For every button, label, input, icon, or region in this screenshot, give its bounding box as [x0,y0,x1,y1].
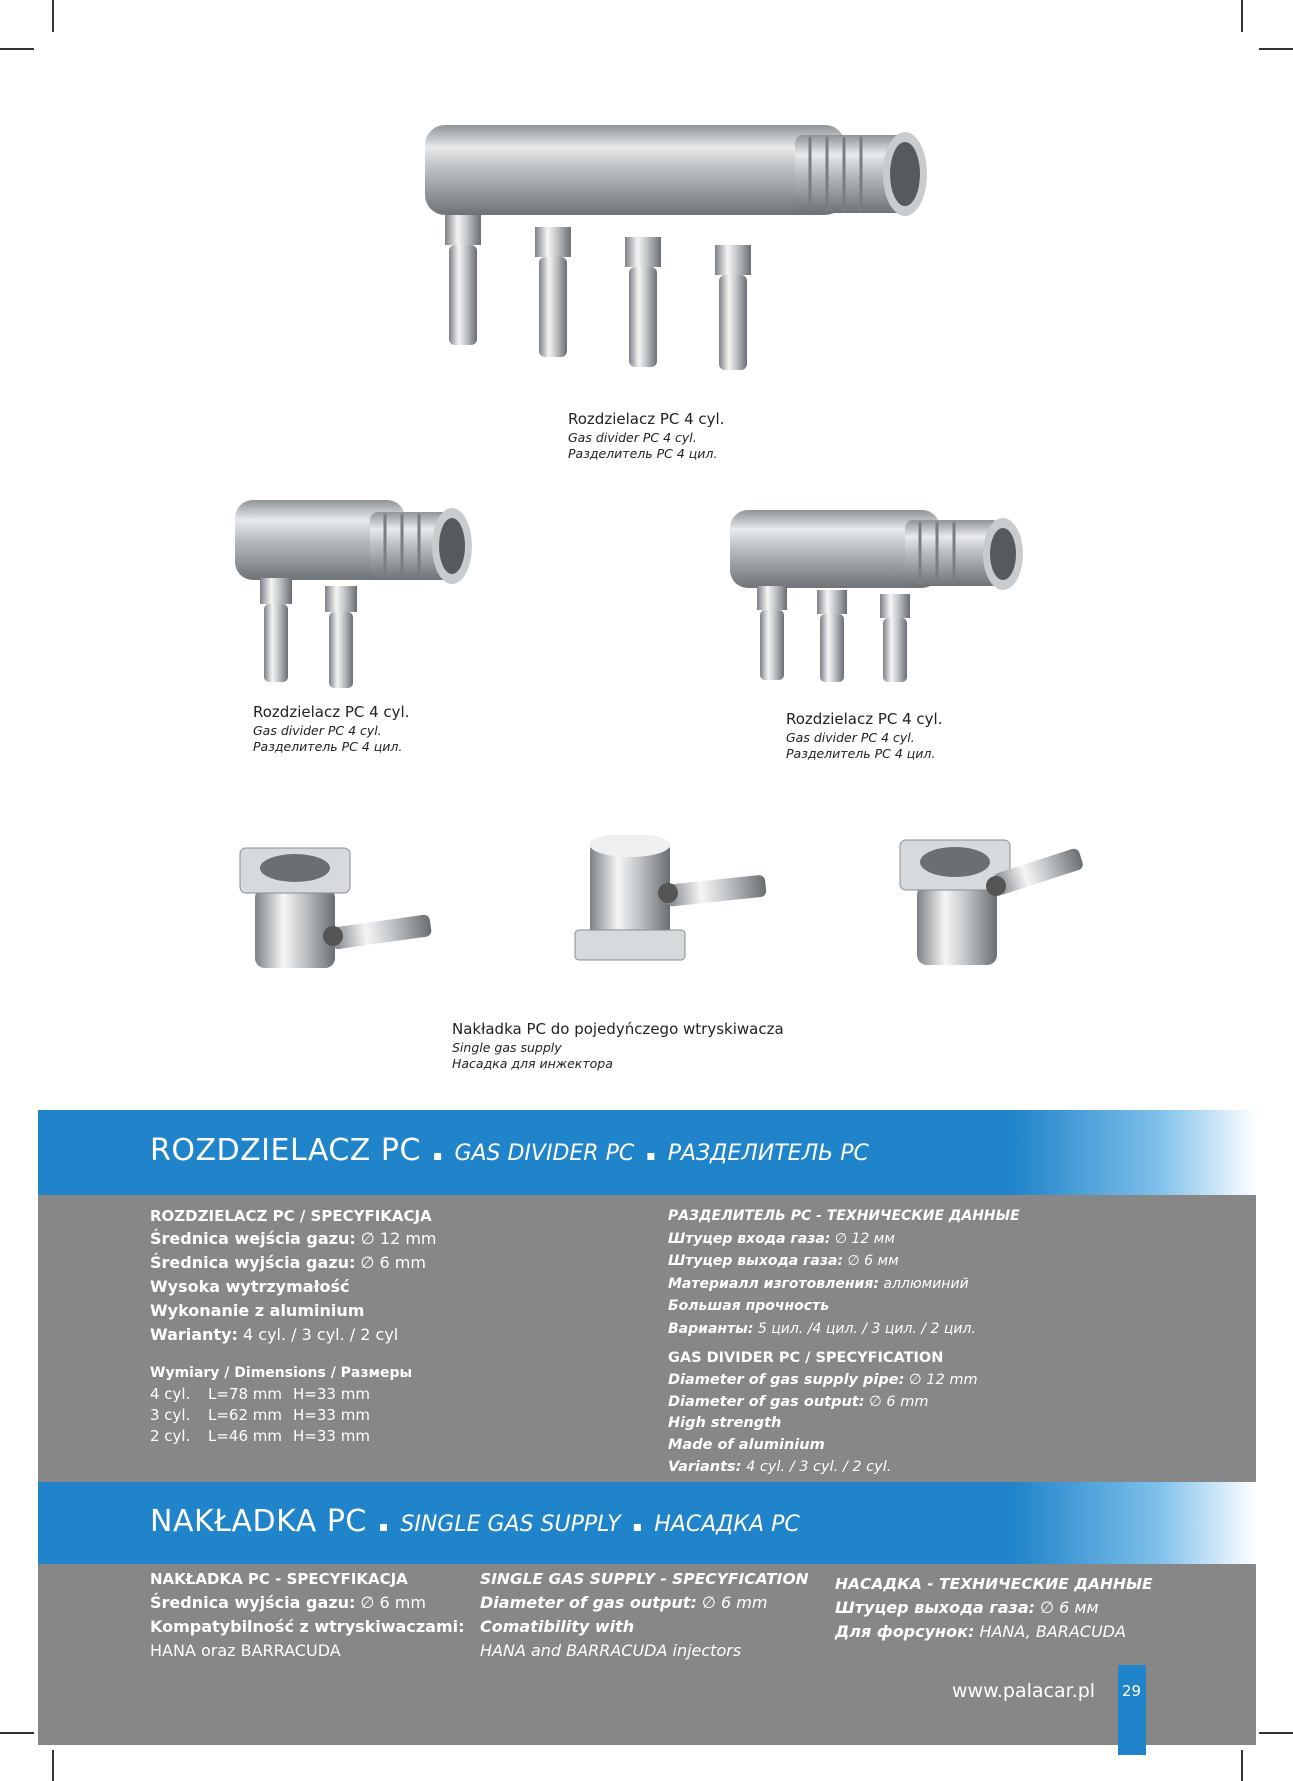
spec-material: Wykonanie z aluminium [150,1301,365,1320]
spec-value: аллюминий [883,1275,969,1292]
dim-cyl: 2 cyl. [150,1427,191,1445]
spec-label: Diameter of gas supply pipe: [668,1371,905,1388]
spec-value: HANA oraz BARRACUDA [150,1641,341,1660]
section2-title [150,1504,800,1539]
spec-value: ∅ 12 mm [909,1371,978,1388]
dimensions-heading: Wymiary / Dimensions / Размеры [150,1365,413,1381]
spec-label: Штуцер входа газа: [668,1230,831,1247]
crop-mark [52,0,54,32]
spec-label: Штуцер выхода газа: [668,1253,844,1269]
spec-strength: High strength [668,1415,782,1432]
crop-mark [1241,1750,1243,1781]
dimensions-row [150,1426,412,1447]
section1-header [38,1110,1256,1195]
spec-strength: Wysoka wytrzymałość [150,1277,350,1296]
caption-pl: Rozdzielacz PC 4 cyl. [568,410,725,428]
section2-en-spec [480,1568,809,1663]
spec-material: Made of aluminium [668,1437,825,1454]
crop-mark [0,48,34,50]
spec-label: Średnica wyjścia gazu: [150,1253,356,1272]
spec-value: HANA, BARACUDA [979,1622,1126,1641]
section1-title-pl: ROZDZIELACZ PC [150,1133,421,1168]
caption-pl: Nakładka PC do pojedyńczego wtryskiwacza [452,1020,784,1038]
single-gas-supply-photo-2 [565,835,795,975]
crop-mark [52,1750,54,1781]
gas-divider-3cyl-photo [725,500,1045,685]
spec-value: ∅ 6 мм [847,1253,899,1269]
section1-title-ru: РАЗДЕЛИТЕЛЬ PC [667,1141,869,1166]
spec-value: 5 цил. /4 цил. / 3 цил. / 2 цил. [757,1320,976,1337]
spec-label: Штуцер выхода газа: [835,1598,1036,1617]
section2-pl-spec [150,1568,465,1663]
caption-main [568,410,725,462]
page-number-box [1118,1665,1146,1755]
spec-value: ∅ 12 mm [360,1229,437,1248]
dim-cyl: 3 cyl. [150,1406,191,1424]
spec-heading: GAS DIVIDER PC / SPECYFICATION [668,1350,944,1366]
caption-en: Gas divider PC 4 cyl. [568,429,697,445]
crop-mark [1259,48,1293,50]
caption-pl: Rozdzielacz PC 4 cyl. [253,703,410,721]
crop-mark [1259,1732,1293,1734]
section2-title-ru: НАСАДКА PC [654,1512,800,1537]
section2-ru-spec [835,1572,1153,1644]
dim-h: H=33 mm [293,1427,370,1445]
dim-l: L=46 mm [208,1427,283,1445]
spec-strength: Большая прочность [668,1298,830,1314]
section2-header [38,1482,1256,1564]
section1-ru-spec [668,1205,1020,1340]
spec-heading: ROZDZIELACZ PC / SPECYFIKACJA [150,1207,432,1225]
crop-mark [1241,0,1243,32]
spec-label: Średnica wejścia gazu: [150,1229,356,1248]
spec-value: ∅ 6 mm [360,1253,426,1272]
gas-divider-2cyl-photo [230,490,490,690]
website-link[interactable]: www.palacar.pl [952,1680,1096,1702]
spec-value: ∅ 6 mm [869,1393,929,1410]
section1-pl-spec [150,1205,437,1347]
dim-cyl: 4 cyl. [150,1385,191,1403]
spec-heading: НАСАДКА - ТЕХНИЧЕСКИЕ ДАННЫЕ [835,1575,1153,1593]
separator-icon: ▪ [632,1518,643,1535]
section2-title-en: SINGLE GAS SUPPLY [400,1512,621,1537]
dimensions-row [150,1384,412,1405]
gas-divider-4cyl-photo [415,115,955,375]
spec-heading: РАЗДЕЛИТЕЛЬ PC - ТЕХНИЧЕСКИЕ ДАННЫЕ [668,1208,1020,1224]
caption-en: Single gas supply [452,1039,562,1055]
dim-l: L=78 mm [208,1385,283,1403]
single-gas-supply-photo-1 [235,828,455,978]
spec-heading: SINGLE GAS SUPPLY - SPECYFICATION [480,1570,809,1588]
section1-title [150,1133,869,1168]
dimensions-row [150,1405,412,1426]
section2-title-pl: NAKŁADKA PC [150,1504,367,1539]
separator-icon: ▪ [432,1147,443,1164]
page-number: 29 [1122,1682,1142,1700]
dim-l: L=62 mm [208,1406,283,1424]
spec-value: ∅ 6 мм [1040,1598,1099,1617]
spec-label: Comatibility with [480,1617,635,1636]
spec-label: Średnica wyjścia gazu: [150,1593,356,1612]
section1-en-spec [668,1348,978,1479]
caption-supply [452,1020,784,1072]
spec-value: ∅ 12 мм [834,1230,895,1247]
spec-label: Для форсунок: [835,1622,975,1641]
single-gas-supply-photo-3 [892,820,1112,975]
section1-title-en: GAS DIVIDER PC [454,1141,635,1166]
spec-label: Kompatybilność z wtryskiwaczami: [150,1617,465,1636]
spec-value: HANA and BARRACUDA injectors [480,1641,742,1660]
spec-label: Warianty: [150,1325,238,1344]
caption-en: Gas divider PC 4 cyl. [253,722,382,738]
dim-h: H=33 mm [293,1385,370,1403]
caption-right [786,710,943,762]
separator-icon: ▪ [646,1147,656,1164]
separator-icon: ▪ [378,1518,389,1535]
spec-label: Variants: [668,1458,742,1475]
spec-label: Diameter of gas output: [668,1393,865,1410]
dim-h: H=33 mm [293,1406,370,1424]
caption-left [253,703,410,755]
spec-heading: NAKŁADKA PC - SPECYFIKACJA [150,1570,408,1588]
caption-ru: Разделитель PC 4 цил. [253,738,403,754]
caption-ru: Разделитель PC 4 цил. [568,445,718,461]
caption-en: Gas divider PC 4 cyl. [786,729,915,745]
spec-label: Материалл изготовления: [668,1275,879,1292]
dimensions-table [150,1362,412,1447]
spec-label: Варианты: [668,1320,754,1337]
spec-value: 4 cyl. / 3 cyl. / 2 cyl. [746,1458,892,1475]
spec-label: Diameter of gas output: [480,1593,697,1612]
caption-pl: Rozdzielacz PC 4 cyl. [786,710,943,728]
spec-value: ∅ 6 mm [701,1593,768,1612]
spec-value: ∅ 6 mm [360,1593,426,1612]
crop-mark [0,1732,34,1734]
caption-ru: Разделитель PC 4 цил. [786,745,936,761]
caption-ru: Насадка для инжектора [452,1055,613,1071]
spec-value: 4 cyl. / 3 cyl. / 2 cyl [243,1325,399,1344]
